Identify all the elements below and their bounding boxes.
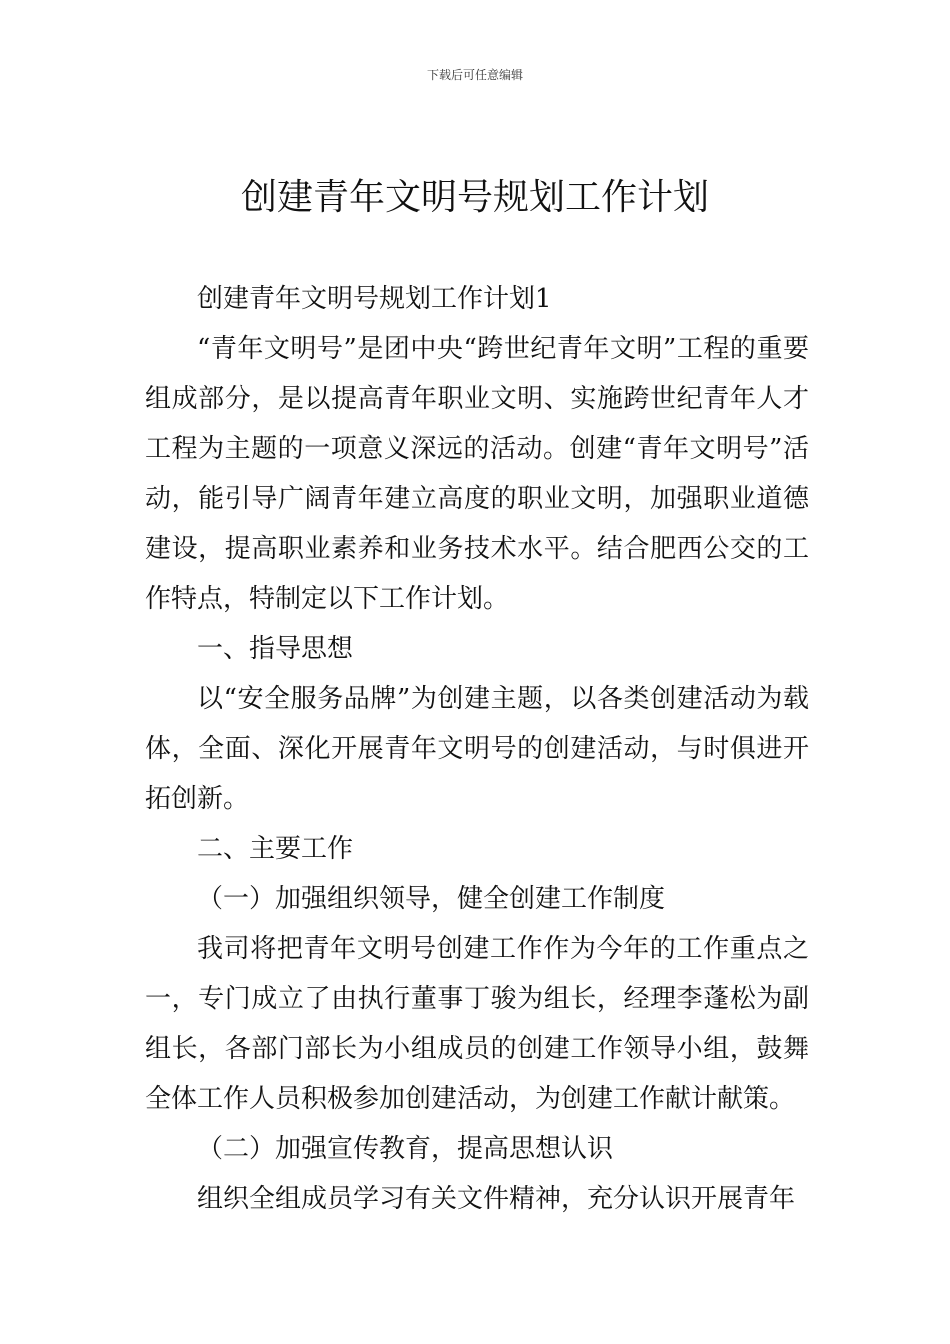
guiding-ideology-paragraph: 以“安全服务品牌”为创建主题，以各类创建活动为载体，全面、深化开展青年文明号的创建活动，与时俱进开拓创新。	[145, 684, 809, 814]
subheading-organization: （一）加强组织领导，健全创建工作制度	[197, 884, 666, 914]
heading-main-work: 二、主要工作	[197, 834, 354, 864]
publicity-paragraph: 组织全组成员学习有关文件精神，充分认识开展青年	[197, 1184, 796, 1214]
document-body	[145, 274, 809, 1224]
document-title: 创建青年文明号规划工作计划	[240, 177, 709, 218]
intro-paragraph: “青年文明号”是团中央“跨世纪青年文明”工程的重要组成部分，是以提高青年职业文明、实施跨世纪青年人才工程为主题的一项意义深远的活动。创建“青年文明号”活动，能引导广阔青年建立高度的职业文明，加强职业道德建设，提高职业素养和业务技术水平。结合肥西公交的工作特点，特制定以下工作计划。	[145, 334, 809, 614]
heading-guiding-ideology: 一、指导思想	[197, 634, 354, 664]
subheading-publicity: （二）加强宣传教育，提高思想认识	[197, 1134, 614, 1164]
organization-paragraph: 我司将把青年文明号创建工作作为今年的工作重点之一，专门成立了由执行董事丁骏为组长，经理李蓬松为副组长，各部门部长为小组成员的创建工作领导小组，鼓舞全体工作人员积极参加创建活动，为创建工作献计献策。	[145, 934, 809, 1114]
header-note: 下载后可任意编辑	[426, 68, 523, 82]
section-heading-plan-1: 创建青年文明号规划工作计划1	[197, 284, 552, 314]
